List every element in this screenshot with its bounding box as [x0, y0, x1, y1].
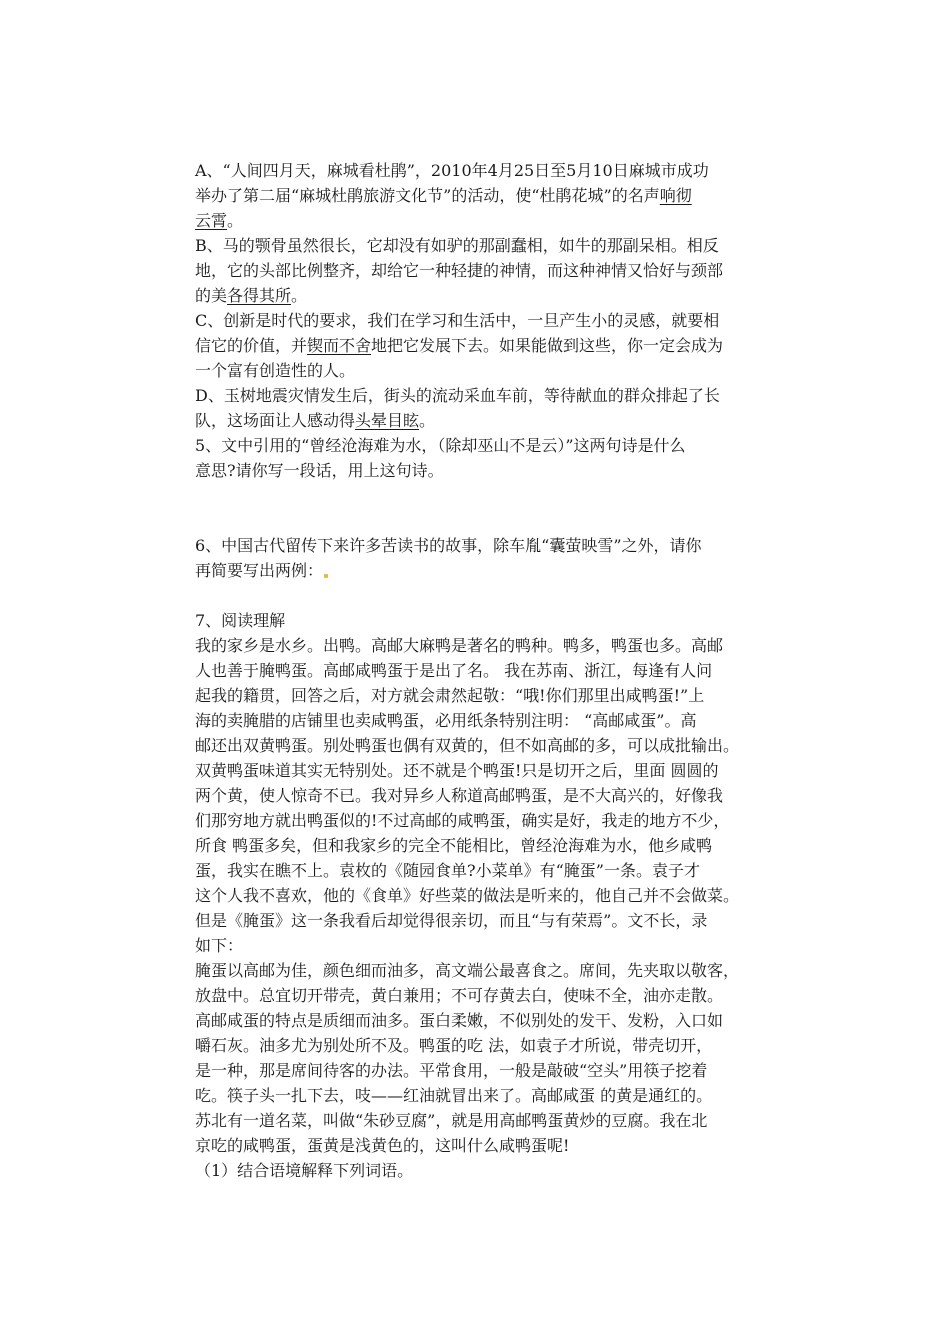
option-a-line-2: 举办了第二届“麻城杜鹃旅游文化节”的活动，使“杜鹃花城”的名声响彻 — [195, 186, 692, 205]
question-6-line-2: 再简要写出两例： — [195, 558, 765, 583]
passage-line: 所食 鸭蛋多矣，但和我家乡的完全不能相比，曾经沧海难为水，他乡咸鸭 — [195, 836, 713, 855]
passage-line: 邮还出双黄鸭蛋。别处鸭蛋也偶有双黄的，但不如高邮的多，可以成批输出。 — [195, 736, 740, 755]
passage-line: 起我的籍贯，回答之后，对方就会肃然起敬：“哦!你们那里出咸鸭蛋!”上 — [195, 686, 705, 705]
option-a-line-3: 云霄。 — [195, 211, 244, 230]
passage-line: 这个人我不喜欢，他的《食单》好些菜的做法是听来的，他自己并不会做菜。 — [195, 886, 740, 905]
passage-line: 但是《腌蛋》这一条我看后却觉得很亲切，而且“与有荣焉”。文不长，录 — [195, 911, 708, 930]
option-b-line-3: 的美各得其所。 — [195, 286, 308, 305]
question-6-line-1: 6、中国古代留传下来许多苦读书的故事，除车胤“囊萤映雪”之外，请你 — [195, 536, 702, 555]
passage-line: 两个黄，使人惊奇不已。我对异乡人称道高邮鸭蛋，是不大高兴的，好像我 — [195, 786, 724, 805]
question-5-line-2: 意思?请你写一段话，用上这句诗。 — [195, 461, 444, 480]
option-c-line-1: C、创新是时代的要求，我们在学习和生活中，一旦产生小的灵感，就要相 — [195, 311, 720, 330]
option-c — [195, 308, 765, 383]
option-d-line-2: 队，这场面让人感动得头晕目眩。 — [195, 411, 436, 430]
passage-line: 们那穷地方就出鸭蛋似的!不过高邮的咸鸭蛋，确实是好，我走的地方不少， — [195, 811, 730, 830]
passage-line: 放盘中。总宜切开带壳，黄白兼用；不可存黄去白，使味不全，油亦走散。 — [195, 986, 724, 1005]
question-7-title: 7、阅读理解 — [195, 611, 286, 630]
underlined-phrase: 头晕目眩 — [355, 411, 420, 430]
passage-line: 人也善于腌鸭蛋。高邮咸鸭蛋于是出了名。 我在苏南、浙江，每逢有人问 — [195, 661, 713, 680]
question-7-sub-1: （1）结合语境解释下列词语。 — [195, 1161, 414, 1180]
document-page — [195, 158, 765, 1183]
passage-line: 双黄鸭蛋味道其实无特别处。还不就是个鸭蛋!只是切开之后，里面 圆圆的 — [195, 761, 719, 780]
passage-line: 京吃的咸鸭蛋，蛋黄是浅黄色的，这叫什么咸鸭蛋呢! — [195, 1136, 570, 1155]
passage-line: 蛋，我实在瞧不上。袁枚的《随园食单?小菜单》有“腌蛋”一条。袁子才 — [195, 861, 700, 880]
passage-line: 嚼石灰。油多尤为别处所不及。鸭蛋的吃 法，如袁子才所说，带壳切开， — [195, 1036, 713, 1055]
passage-line: 海的卖腌腊的店铺里也卖咸鸭蛋，必用纸条特别注明： “高邮咸蛋”。高 — [195, 711, 697, 730]
passage-line: 如下： — [195, 936, 244, 955]
question-5-line-1: 5、文中引用的“曾经沧海难为水，（除却巫山不是云）”这两句诗是什么 — [195, 436, 686, 455]
option-b-line-2: 地，它的头部比例整齐，却给它一种轻捷的神情，而这种神情又恰好与颈部 — [195, 261, 724, 280]
option-b — [195, 233, 765, 308]
question-6 — [195, 533, 765, 583]
option-a — [195, 158, 765, 233]
option-a-line-1: A、“人间四月天，麻城看杜鹃”，2010年4月25日至5月10日麻城市成功 — [195, 161, 709, 180]
passage-line: 吃。筷子头一扎下去，吱——红油就冒出来了。高邮咸蛋 的黄是通红的。 — [195, 1086, 713, 1105]
passage-line: 我的家乡是水乡。出鸭。高邮大麻鸭是著名的鸭种。鸭多，鸭蛋也多。高邮 — [195, 636, 724, 655]
question-7 — [195, 608, 765, 1183]
option-d — [195, 383, 765, 433]
passage-line: 是一种，那是席间待客的办法。平常食用，一般是敲破“空头”用筷子挖着 — [195, 1061, 708, 1080]
underlined-phrase: 云霄 — [195, 211, 228, 230]
passage-line: 高邮咸蛋的特点是质细而油多。蛋白柔嫩，不似别处的发干、发粉，入口如 — [195, 1011, 724, 1030]
option-b-line-1: B、马的颚骨虽然很长，它却没有如驴的那副蠢相，如牛的那副呆相。相反 — [195, 236, 719, 255]
underlined-phrase: 各得其所 — [227, 286, 292, 305]
question-5 — [195, 433, 765, 483]
underlined-phrase: 响彻 — [659, 186, 692, 205]
option-c-line-2: 信它的价值，并锲而不舍地把它发展下去。如果能做到这些，你一定会成为 — [195, 336, 724, 355]
highlight-mark — [324, 574, 328, 578]
answer-space — [195, 483, 765, 533]
option-d-line-1: D、玉树地震灾情发生后，街头的流动采血车前，等待献血的群众排起了长 — [195, 386, 720, 405]
option-c-line-3: 一个富有创造性的人。 — [195, 361, 356, 380]
underlined-phrase: 锲而不舍 — [307, 336, 372, 355]
passage-line: 苏北有一道名菜，叫做“朱砂豆腐”，就是用高邮鸭蛋黄炒的豆腐。我在北 — [195, 1111, 708, 1130]
answer-space — [195, 583, 765, 608]
passage-line: 腌蛋以高邮为佳，颜色细而油多，高文端公最喜食之。席间，先夹取以敬客， — [195, 961, 740, 980]
reading-passage — [195, 633, 765, 1158]
